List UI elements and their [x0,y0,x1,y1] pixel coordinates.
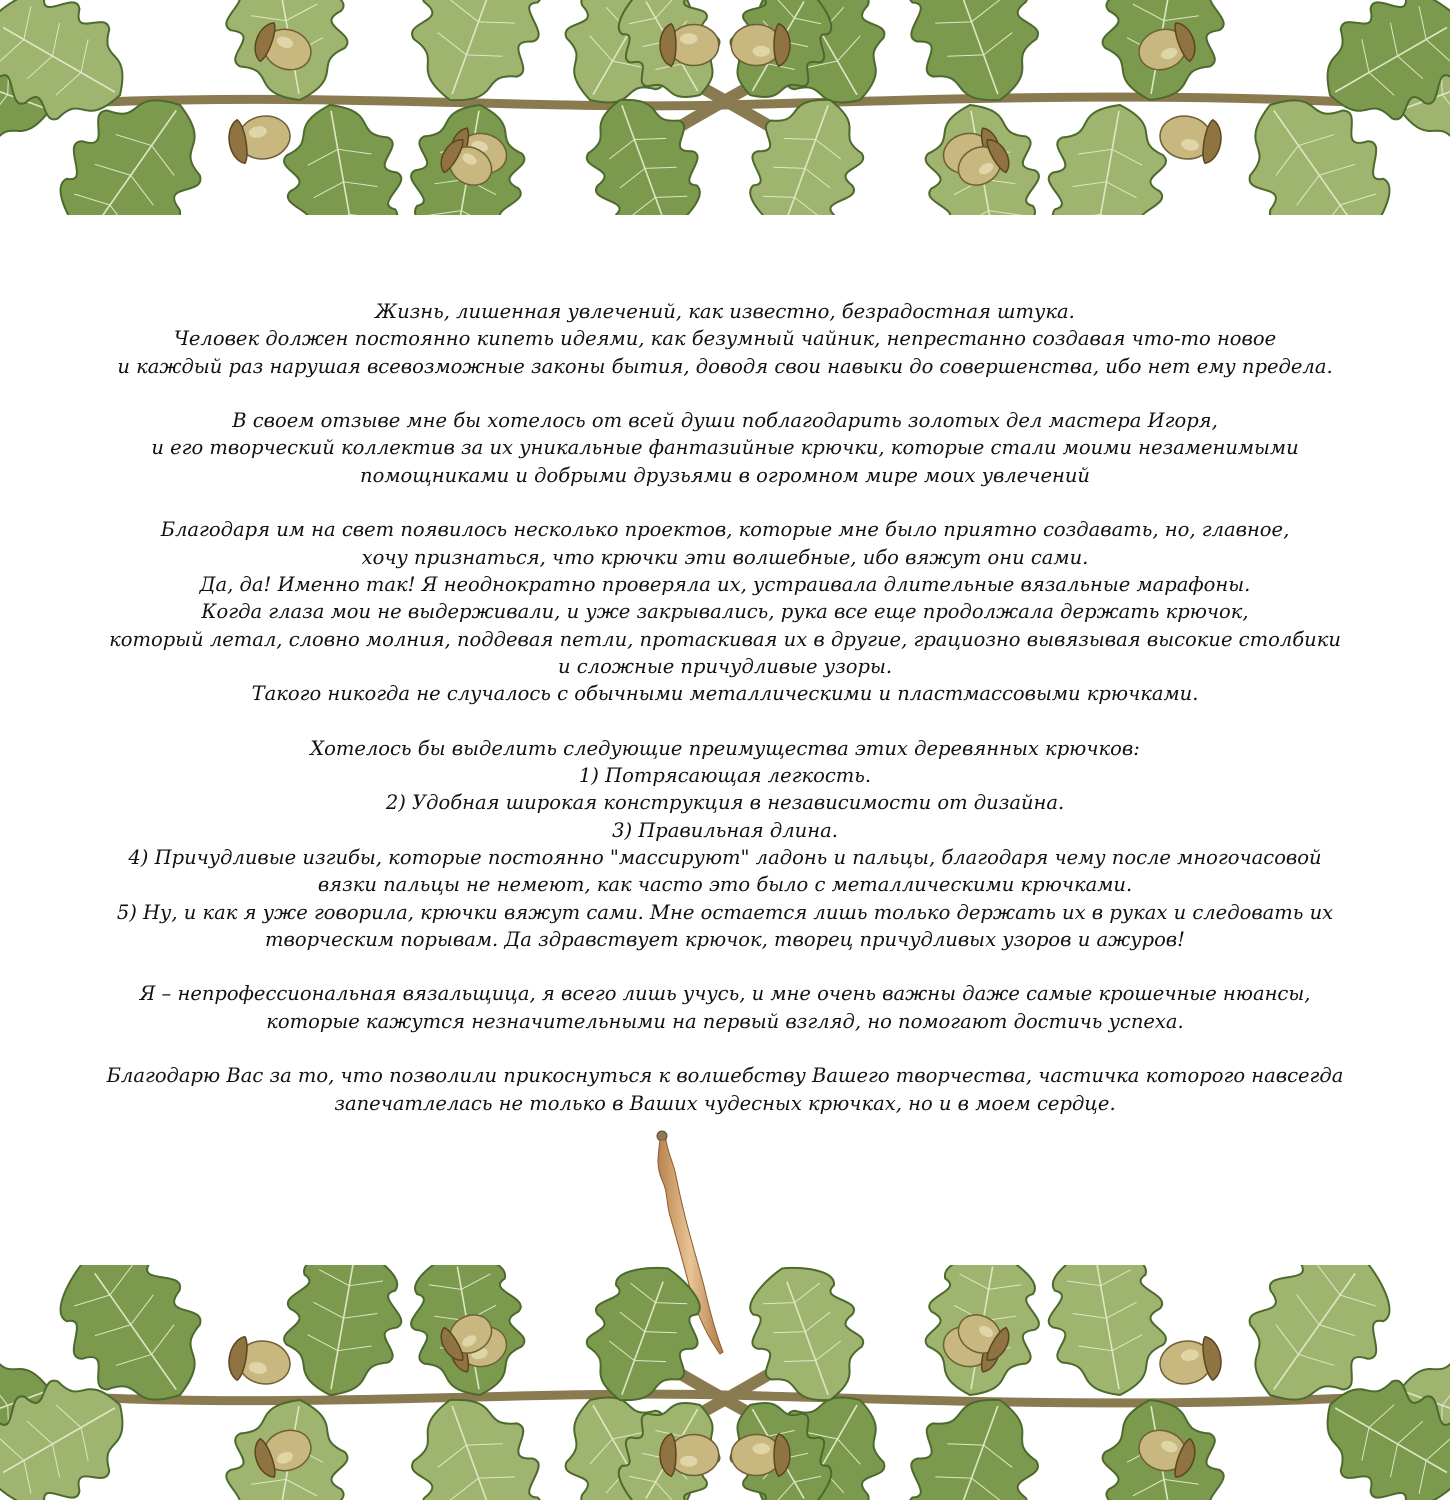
letter-line: Такого никогда не случалось с обычными металлическими и пластмассовыми крючками. [251,682,1199,706]
letter-line: творческим порывам. Да здравствует крючок, творец причудливых узоров и ажуров! [264,927,1185,951]
letter-line: 3) Правильная длина. [612,818,838,842]
oak-leaf-icon [1037,1265,1176,1405]
letter-line: и сложные причудливые узоры. [557,654,893,678]
letter-paragraph [0,516,1450,707]
acorn-icon [731,24,790,67]
oak-leaf-icon [1037,95,1176,215]
acorn-icon [1156,1335,1224,1389]
letter-paragraph [0,735,1450,953]
letter-line: который летал, словно молния, поддевая петли, протаскивая их в другие, грациозно вывязывая высокие столбики [109,627,1341,651]
letter-line: Да, да! Именно так! Я неоднократно проверяла их, устраивала длительные вязальные марафоны. [199,572,1251,596]
acorn-icon [226,111,294,165]
letter-paragraph [0,298,1450,380]
letter-line: и его творческий коллектив за их уникальные фантазийные крючки, которые стали моими незаменимыми [151,436,1299,460]
letter-line: 1) Потрясающая легкость. [578,764,872,788]
letter-paragraph [0,407,1450,489]
acorn-icon [731,1434,790,1477]
letter-line: и каждый раз нарушая всевозможные законы бытия, доводя свои навыки до совершенства, ибо нет ему предела. [117,354,1333,378]
acorn-icon [1156,111,1224,165]
letter-line: В своем отзыве мне бы хотелось от всей души поблагодарить золотых дел мастера Игоря, [232,409,1218,433]
letter-line: которые кажутся незначительными на первый взгляд, но помогают достичь успеха. [266,1009,1184,1033]
oak-leaf-icon [273,95,412,215]
letter-line: Жизнь, лишенная увлечений, как известно, безрадостная штука. [375,300,1075,323]
letter-paragraph [0,1062,1450,1117]
top-oak-garland [0,0,1450,215]
letter-line: Человек должен постоянно кипеть идеями, как безумный чайник, непрестанно создавая что-то новое [173,327,1277,351]
letter-line: хочу признаться, что крючки эти волшебные, ибо вяжут они сами. [361,545,1089,569]
oak-leaf-icon [273,1265,412,1405]
letter-line: 5) Ну, и как я уже говорила, крючки вяжут сами. Мне остается лишь только держать их в руках и следовать их [116,900,1334,924]
letter-line: Благодарю Вас за то, что позволили прикоснуться к волшебству Вашего творчества, частичка которого навсегда [106,1064,1344,1088]
bottom-oak-garland [0,1265,1450,1500]
acorn-icon [660,1434,719,1477]
letter-line: 2) Удобная широкая конструкция в независимости от дизайна. [385,791,1065,815]
letter-line: Я – непрофессиональная вязальщица, я всего лишь учусь, и мне очень важны даже самые крошечные нюансы, [139,982,1311,1006]
letter-line: вязки пальцы не немеют, как часто это было с металлическими крючками. [317,873,1133,897]
letter-line: Хотелось бы выделить следующие преимущества этих деревянных крючков: [310,736,1140,760]
letter-line: Когда глаза мои не выдерживали, и уже закрывались, рука все еще продолжала держать крючок, [201,600,1249,624]
letter-paragraph [0,980,1450,1035]
letter-line: помощниками и добрыми друзьями в огромном мире моих увлечений [360,463,1090,487]
letter-line: Благодаря им на свет появилось несколько проектов, которые мне было приятно создавать, но, главное, [160,518,1290,542]
acorn-icon [660,24,719,67]
letter-line: запечатлелась не только в Ваших чудесных крючках, но и в моем сердце. [334,1091,1116,1115]
acorn-icon [226,1335,294,1389]
review-letter [0,298,1450,1117]
letter-line: 4) Причудливые изгибы, которые постоянно "массируют" ладонь и пальцы, благодаря чему после многочасовой [128,845,1322,869]
